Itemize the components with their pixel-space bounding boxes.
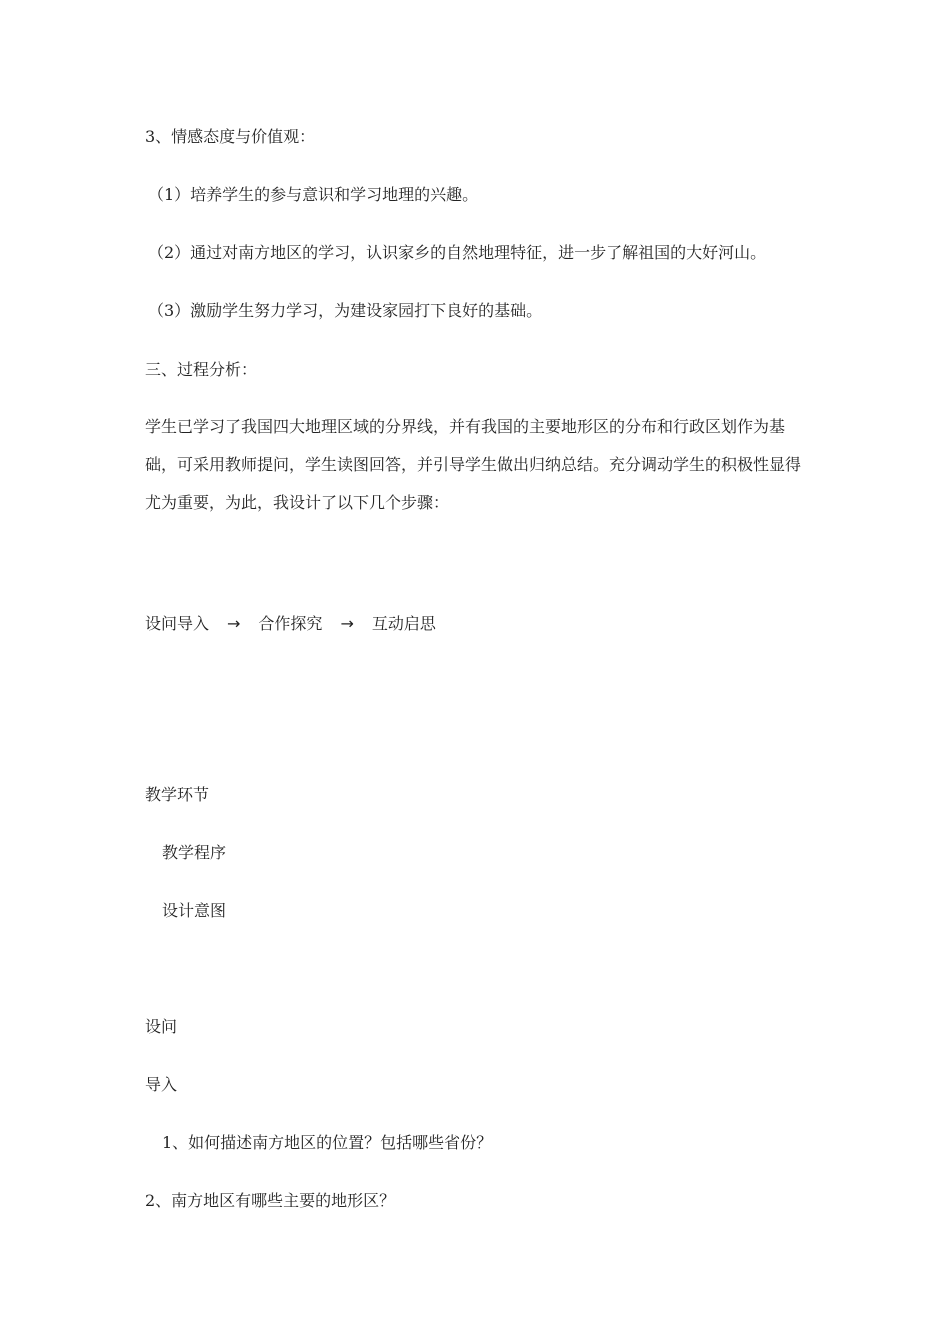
section-label-intro: 导入 <box>145 1075 178 1094</box>
flow-step-2: 合作探究 <box>258 614 323 633</box>
attitude-heading: 3、情感态度与价值观： <box>145 127 316 146</box>
question-2: 2、南方地区有哪些主要的地形区？ <box>145 1191 396 1210</box>
table-header-teaching-procedure: 教学程序 <box>162 843 227 862</box>
flow-step-3: 互动启思 <box>371 614 436 633</box>
attitude-item-2: （2）通过对南方地区的学习，认识家乡的自然地理特征，进一步了解祖国的大好河山。 <box>148 243 767 262</box>
process-paragraph: 学生已学习了我国四大地理区域的分界线，并有我国的主要地形区的分布和行政区划作为基础，可采用教师提问，学生读图回答，并引导学生做出归纳总结。充分调动学生的积极性显得尤为重要，为此，我设计了以下几个步骤： <box>145 417 802 512</box>
attitude-item-1: （1）培养学生的参与意识和学习地理的兴趣。 <box>148 185 479 204</box>
flow-step-1: 设问导入 <box>145 614 210 633</box>
section-label-question: 设问 <box>145 1017 178 1036</box>
table-header-design-intent: 设计意图 <box>162 901 227 920</box>
question-1: 1、如何描述南方地区的位置？包括哪些省份？ <box>162 1133 493 1152</box>
flow-arrow-1-icon: → <box>227 614 241 633</box>
attitude-item-3: （3）激励学生努力学习，为建设家园打下良好的基础。 <box>148 301 543 320</box>
flow-arrow-2-icon: → <box>340 614 354 633</box>
table-header-teaching-stage: 教学环节 <box>145 785 210 804</box>
process-flow <box>145 614 436 634</box>
process-heading: 三、过程分析： <box>145 360 258 379</box>
